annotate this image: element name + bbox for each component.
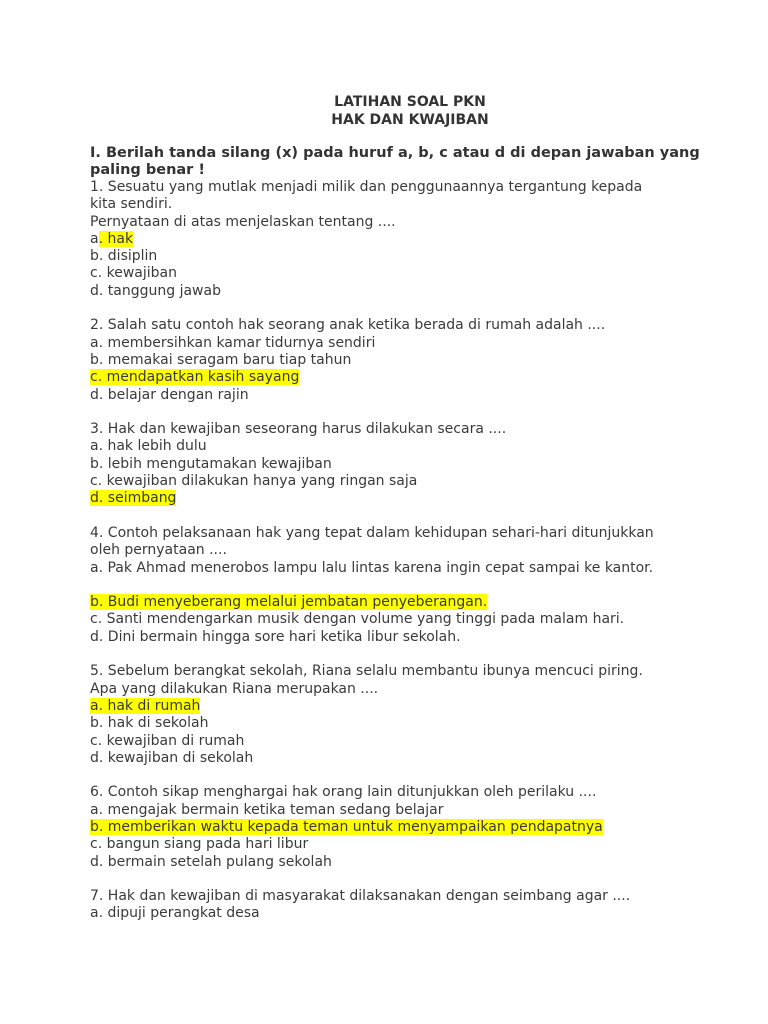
question-text: kita sendiri. xyxy=(90,196,173,213)
question-text: 3. Hak dan kewajiban seseorang harus dilakukan secara .... xyxy=(90,421,507,438)
option-a: a. mengajak bermain ketika teman sedang belajar xyxy=(90,801,444,818)
question-3 xyxy=(90,421,730,507)
spacer xyxy=(90,871,730,888)
question-text: 7. Hak dan kewajiban di masyarakat dilaksanakan dengan seimbang agar .... xyxy=(90,888,631,905)
question-2 xyxy=(90,317,730,403)
option-a: a. Pak Ahmad menerobos lampu lalu lintas karena ingin cepat sampai ke kantor. xyxy=(90,559,654,576)
highlighted-answer: c. mendapatkan kasih sayang xyxy=(90,369,300,386)
spacer xyxy=(90,404,730,421)
option-c: c. kewajiban xyxy=(90,265,177,282)
option-d: d. tanggung jawab xyxy=(90,282,221,299)
document-subtitle: HAK DAN KWAJIBAN xyxy=(331,112,489,128)
option-b xyxy=(90,594,730,611)
question-text: oleh pernyataan .... xyxy=(90,542,227,559)
question-7 xyxy=(90,888,730,923)
spacer xyxy=(90,300,730,317)
option-b: b. lebih mengutamakan kewajiban xyxy=(90,455,332,472)
instruction-text: I. Berilah tanda silang (x) pada huruf a, b, c atau d di depan jawaban yang paling benar ! xyxy=(90,145,700,178)
question-text: 1. Sesuatu yang mutlak menjadi milik dan penggunaannya tergantung kepada xyxy=(90,179,643,195)
spacer xyxy=(90,508,730,525)
question-6 xyxy=(90,784,730,870)
option-a: a. hak lebih dulu xyxy=(90,438,207,455)
highlighted-answer: . hak xyxy=(98,230,134,247)
option-d: d. bermain setelah pulang sekolah xyxy=(90,853,332,870)
spacer xyxy=(90,646,730,663)
question-text: 4. Contoh pelaksanaan hak yang tepat dalam kehidupan sehari-hari ditunjukkan xyxy=(90,524,654,541)
option-letter: a xyxy=(90,230,99,247)
highlighted-answer: b. memberikan waktu kepada teman untuk menyampaikan pendapatnya xyxy=(90,818,603,835)
spacer xyxy=(90,577,730,594)
option-d xyxy=(90,490,730,507)
question-text: 6. Contoh sikap menghargai hak orang lain ditunjukkan oleh perilaku .... xyxy=(90,784,597,801)
option-d: d. Dini bermain hingga sore hari ketika libur sekolah. xyxy=(90,628,461,645)
option-b: b. hak di sekolah xyxy=(90,715,209,732)
title-block xyxy=(90,93,730,129)
option-b: b. disiplin xyxy=(90,248,158,265)
option-c xyxy=(90,369,730,386)
option-b: b. memakai seragam baru tiap tahun xyxy=(90,351,352,368)
option-d: d. belajar dengan rajin xyxy=(90,386,249,403)
question-text: 2. Salah satu contoh hak seorang anak ketika berada di rumah adalah .... xyxy=(90,317,606,334)
question-5 xyxy=(90,663,730,767)
highlighted-answer: a. hak di rumah xyxy=(90,697,201,714)
option-c: c. bangun siang pada hari libur xyxy=(90,836,309,853)
option-a xyxy=(90,231,730,248)
highlighted-answer: d. seimbang xyxy=(90,490,177,507)
option-c: c. kewajiban dilakukan hanya yang ringan saja xyxy=(90,473,418,490)
option-a xyxy=(90,698,730,715)
option-c: c. Santi mendengarkan musik dengan volume yang tinggi pada malam hari. xyxy=(90,611,625,628)
question-1 xyxy=(90,179,730,300)
option-a: a. dipuji perangkat desa xyxy=(90,905,260,922)
question-4 xyxy=(90,525,730,646)
document-page xyxy=(90,93,730,923)
document-title: LATIHAN SOAL PKN xyxy=(334,94,486,110)
highlighted-answer: b. Budi menyeberang melalui jembatan penyeberangan. xyxy=(90,594,488,611)
option-c: c. kewajiban di rumah xyxy=(90,732,245,749)
question-text: Pernyataan di atas menjelaskan tentang .... xyxy=(90,213,396,230)
option-d: d. kewajiban di sekolah xyxy=(90,749,254,766)
question-text: 5. Sebelum berangkat sekolah, Riana selalu membantu ibunya mencuci piring. xyxy=(90,663,643,680)
option-b xyxy=(90,819,730,836)
question-text: Apa yang dilakukan Riana merupakan .... xyxy=(90,680,379,697)
spacer xyxy=(90,767,730,784)
option-a: a. membersihkan kamar tidurnya sendiri xyxy=(90,334,376,351)
